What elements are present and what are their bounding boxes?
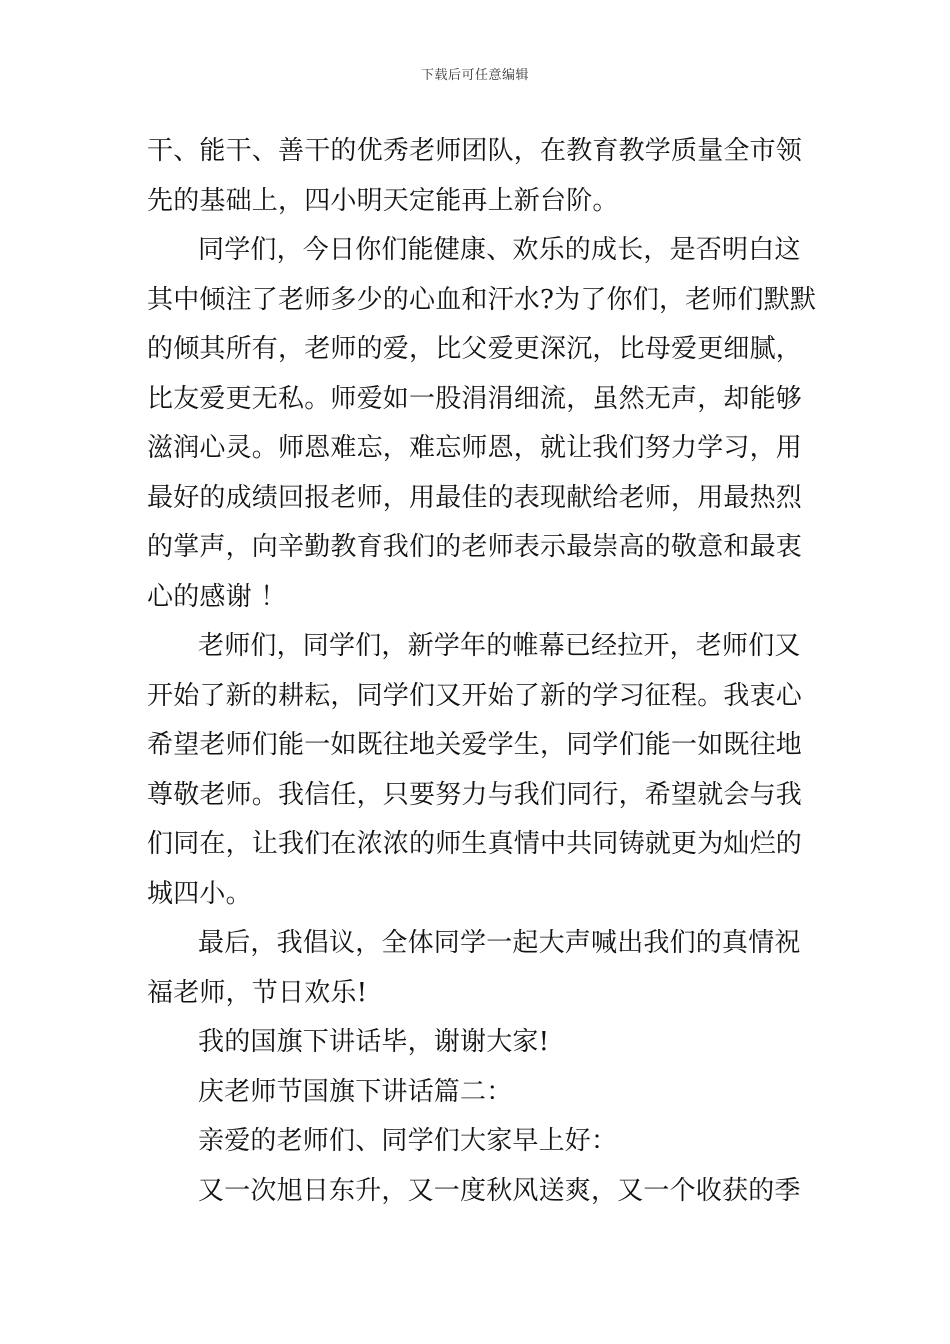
text-line: 福老师，节日欢乐!: [147, 977, 368, 1008]
text-line: 同学们，今日你们能健康、欢乐的成长，是否明白这: [198, 235, 801, 265]
text-line: 的掌声，向辛勤教育我们的老师表示最崇高的敬意和最衷: [147, 532, 803, 562]
text-line: 最后，我倡议，全体同学一起大声喊出我们的真情祝: [198, 928, 801, 958]
text-line: 干、能干、善干的优秀老师团队，在教育教学质量全市领: [147, 136, 803, 166]
text-line: 老师们，同学们，新学年的帷幕已经拉开，老师们又: [198, 631, 801, 661]
document-body: [147, 127, 817, 1216]
text-line: 先的基础上，四小明天定能再上新台阶。: [147, 185, 619, 216]
text-line: 心的感谢 ！: [147, 581, 287, 612]
text-line: 尊敬老师。我信任，只要努力与我们同行，希望就会与我: [147, 779, 803, 810]
text-line: 开始了新的耕耘，同学们又开始了新的学习征程。我衷心: [147, 680, 803, 711]
text-line: 比友爱更无私。师爱如一股涓涓细流，虽然无声，却能够: [147, 383, 803, 414]
text-line: 我的国旗下讲话毕，谢谢大家!: [198, 1027, 550, 1057]
text-line: 的倾其所有，老师的爱，比父爱更深沉，比母爱更细腻，: [147, 334, 803, 364]
text-line: 希望老师们能一如既往地关爱学生，同学们能一如既往地: [147, 730, 803, 760]
text-line: 又一次旭日东升，又一度秋风送爽，又一个收获的季: [198, 1175, 801, 1206]
text-line: 城四小。: [147, 878, 252, 909]
text-line: 们同在，让我们在浓浓的师生真情中共同铸就更为灿烂的: [147, 829, 803, 859]
page-header: 下载后可任意编辑: [420, 68, 529, 83]
section-heading: 庆老师节国旗下讲话篇二：: [198, 1076, 513, 1107]
salutation: 亲爱的老师们、同学们大家早上好：: [198, 1126, 618, 1156]
text-line: 其中倾注了老师多少的心血和汗水?为了你们，老师们默默: [147, 284, 817, 315]
text-line: 最好的成绩回报老师，用最佳的表现献给老师，用最热烈: [147, 482, 803, 513]
text-line: 滋润心灵。师恩难忘，难忘师恩，就让我们努力学习，用: [147, 433, 803, 463]
